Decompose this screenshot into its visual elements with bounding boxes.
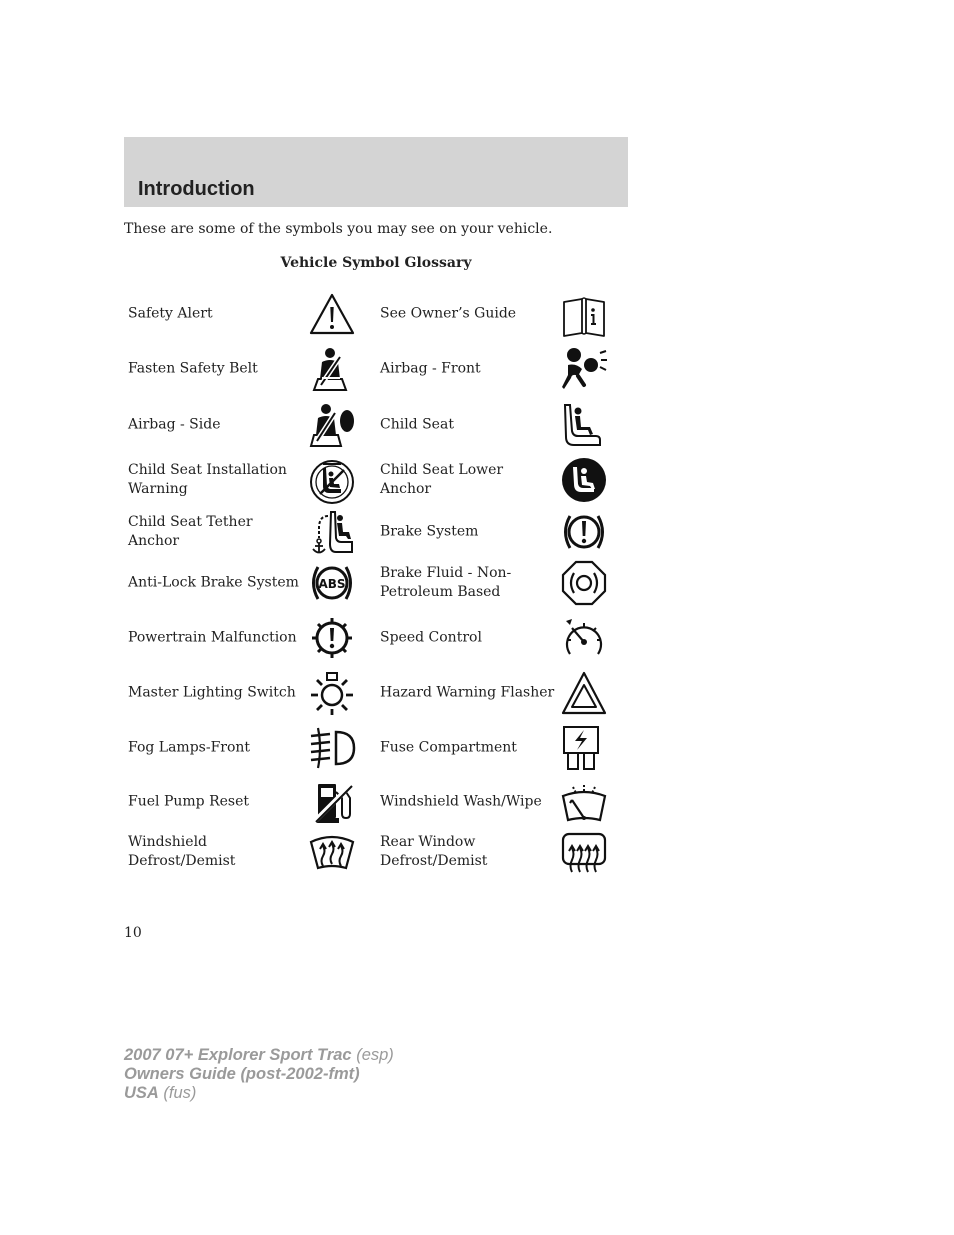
symbol-label: Fuse Compartment — [380, 739, 517, 756]
windshield-defrost-icon — [308, 828, 356, 876]
brake-system-icon — [560, 508, 608, 556]
symbol-label: Airbag - Side — [128, 416, 221, 433]
child-seat-icon — [560, 401, 608, 449]
master-lighting-switch-icon — [308, 669, 356, 717]
glossary-row — [0, 722, 954, 774]
glossary-row — [0, 557, 954, 609]
intro-text: These are some of the symbols you may see on your vehicle. — [124, 221, 553, 237]
symbol-label: Brake System — [380, 523, 479, 540]
symbol-label: Child Seat Tether Anchor — [128, 514, 253, 549]
symbol-label: Windshield Wash/Wipe — [380, 793, 542, 810]
symbol-label: Child Seat Lower Anchor — [380, 462, 504, 497]
symbol-label: Master Lighting Switch — [128, 684, 296, 701]
footer-guide: Owners Guide (post-2002-fmt) — [124, 1065, 360, 1083]
footer-model-code: (esp) — [351, 1046, 394, 1064]
powertrain-malfunction-icon — [308, 614, 356, 662]
glossary-title: Vehicle Symbol Glossary — [280, 255, 472, 271]
symbol-label: Hazard Warning Flasher — [380, 684, 555, 701]
symbol-label: Fog Lamps-Front — [128, 739, 251, 756]
glossary-row — [0, 506, 954, 558]
glossary-row — [0, 454, 954, 506]
symbol-label: Rear Window Defrost/Demist — [380, 834, 488, 869]
glossary-row — [0, 399, 954, 451]
airbag-side-icon — [308, 401, 356, 449]
rear-window-defrost-icon — [560, 828, 608, 876]
owners-guide-icon — [560, 290, 608, 338]
glossary-row — [0, 826, 954, 878]
glossary-row — [0, 343, 954, 395]
symbol-label: Powertrain Malfunction — [128, 629, 297, 646]
symbol-label: Brake Fluid - Non-Petroleum Based — [380, 565, 512, 600]
safety-belt-icon — [308, 345, 356, 393]
symbol-label: Child Seat — [380, 416, 454, 433]
fuel-pump-reset-icon — [308, 778, 356, 826]
symbol-label: Speed Control — [380, 629, 482, 646]
child-seat-tether-anchor-icon — [308, 508, 356, 556]
windshield-wash-wipe-icon — [560, 778, 608, 826]
symbol-label: Safety Alert — [128, 305, 213, 322]
symbol-label: Anti-Lock Brake System — [128, 574, 299, 591]
symbol-label: Airbag - Front — [380, 360, 481, 377]
glossary-row — [0, 667, 954, 719]
footer-region: USA — [124, 1084, 159, 1102]
symbol-label: Fasten Safety Belt — [128, 360, 258, 377]
footer-model: 2007 07+ Explorer Sport Trac — [124, 1046, 352, 1064]
child-seat-lower-anchor-icon — [560, 456, 608, 504]
glossary-row — [0, 288, 954, 340]
brake-fluid-icon — [560, 559, 608, 607]
section-title: Introduction — [138, 178, 255, 200]
glossary-row — [0, 612, 954, 664]
fog-lamps-front-icon — [308, 724, 356, 772]
symbol-label: Child Seat Installation Warning — [128, 462, 287, 497]
hazard-warning-icon — [560, 669, 608, 717]
airbag-front-icon — [560, 345, 608, 393]
page-number: 10 — [124, 925, 142, 941]
fuse-compartment-icon — [560, 724, 608, 772]
svg-text:ABS: ABS — [318, 577, 346, 591]
footer-region-code: (fus) — [158, 1084, 197, 1102]
glossary-row — [0, 776, 954, 828]
symbol-label: Fuel Pump Reset — [128, 793, 249, 810]
symbol-label: See Owner’s Guide — [380, 305, 517, 322]
abs-icon — [308, 559, 356, 607]
speed-control-icon — [560, 614, 608, 662]
safety-alert-icon — [308, 290, 356, 338]
symbol-label: Windshield Defrost/Demist — [128, 834, 236, 869]
child-seat-installation-warning-icon — [308, 456, 356, 504]
footer — [124, 1046, 394, 1103]
